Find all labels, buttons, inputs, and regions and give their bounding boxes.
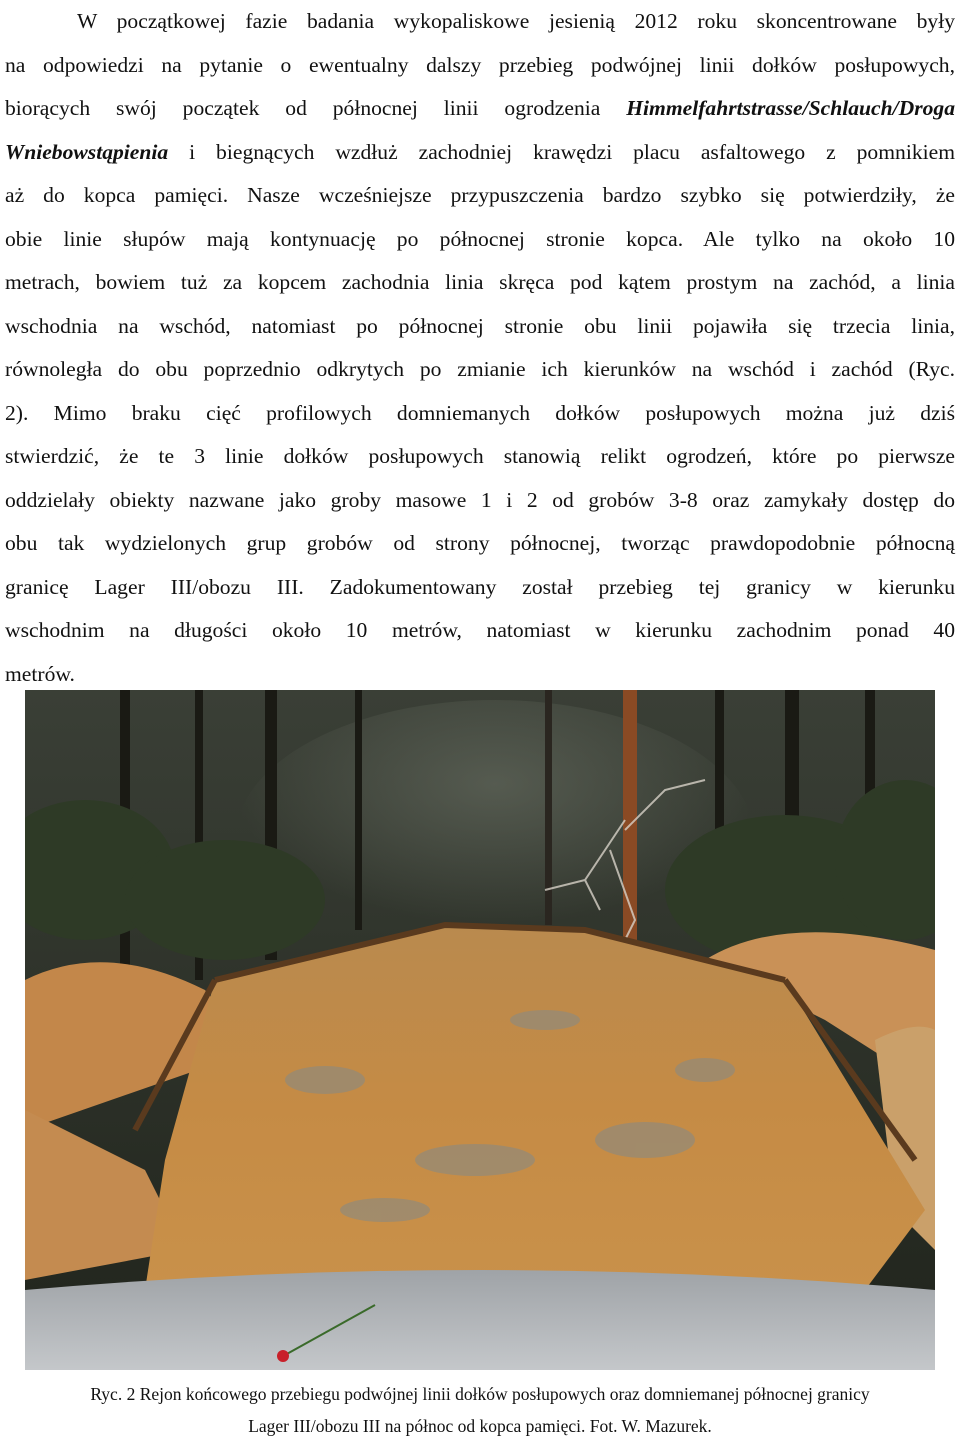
excavation-photo <box>25 690 935 1370</box>
text-line: oddzielały obiekty nazwane jako groby masowe 1 i 2 od grobów 3-8 oraz zamykały dostęp do <box>5 487 955 512</box>
text-line: metrach, bowiem tuż za kopcem zachodnia linia skręca pod kątem prostym na zachód, a linia <box>5 270 955 294</box>
text-line: równoległa do obu poprzednio odkrytych po zmianie ich kierunków na wschód i zachód (Ryc. <box>5 357 955 381</box>
figure-caption <box>0 1378 960 1442</box>
text-line: aż do kopca pamięci. Nasze wcześniejsze przypuszczenia bardzo szybko się potwierdziły, że <box>5 183 955 207</box>
photo-illustration <box>25 690 935 1370</box>
emphasis-text: Himmelfahrtstrasse/Schlauch/Droga <box>626 96 955 120</box>
emphasis-text: Wniebowstąpienia <box>5 139 169 164</box>
text-line: 2). Mimo braku cięć profilowych domniemanych dołków posłupowych można już dziś <box>5 400 955 425</box>
text-line: metrów. <box>5 661 75 686</box>
text-line: granicę Lager III/obozu III. Zadokumentowany został przebieg tej granicy w kierunku <box>5 574 955 599</box>
text-line: wschodnim na długości około 10 metrów, natomiast w kierunku zachodnim ponad 40 <box>5 618 955 642</box>
text-line-with-emphasis <box>5 131 955 175</box>
text-line: obie linie słupów mają kontynuację po północnej stronie kopca. Ale tylko na około 10 <box>5 226 955 251</box>
caption-line: Lager III/obozu III na północ od kopca pamięci. Fot. W. Mazurek. <box>248 1416 712 1436</box>
text-line: obu tak wydzielonych grup grobów od strony północnej, tworząc prawdopodobnie północną <box>5 531 955 555</box>
text-line: stwierdzić, że te 3 linie dołków posłupowych stanowią relikt ogrodzeń, które po pierwsze <box>5 444 955 468</box>
caption-line: Ryc. 2 Rejon końcowego przebiegu podwójnej linii dołków posłupowych oraz domniemanej północnej granicy <box>90 1384 870 1404</box>
body-paragraph <box>5 0 955 696</box>
text-line: na odpowiedzi na pytanie o ewentualny dalszy przebieg podwójnej linii dołków posłupowych, <box>5 52 955 77</box>
text-line: wschodnia na wschód, natomiast po północnej stronie obu linii pojawiła się trzecia linia, <box>5 313 955 338</box>
text-line: W początkowej fazie badania wykopaliskowe jesienią 2012 roku skoncentrowane były <box>77 9 955 33</box>
text-line-with-emphasis <box>5 87 955 131</box>
text-run: biorących swój początek od północnej linii ogrodzenia <box>5 96 627 120</box>
text-run: i biegnących wzdłuż zachodniej krawędzi placu asfaltowego z pomnikiem <box>168 139 955 164</box>
